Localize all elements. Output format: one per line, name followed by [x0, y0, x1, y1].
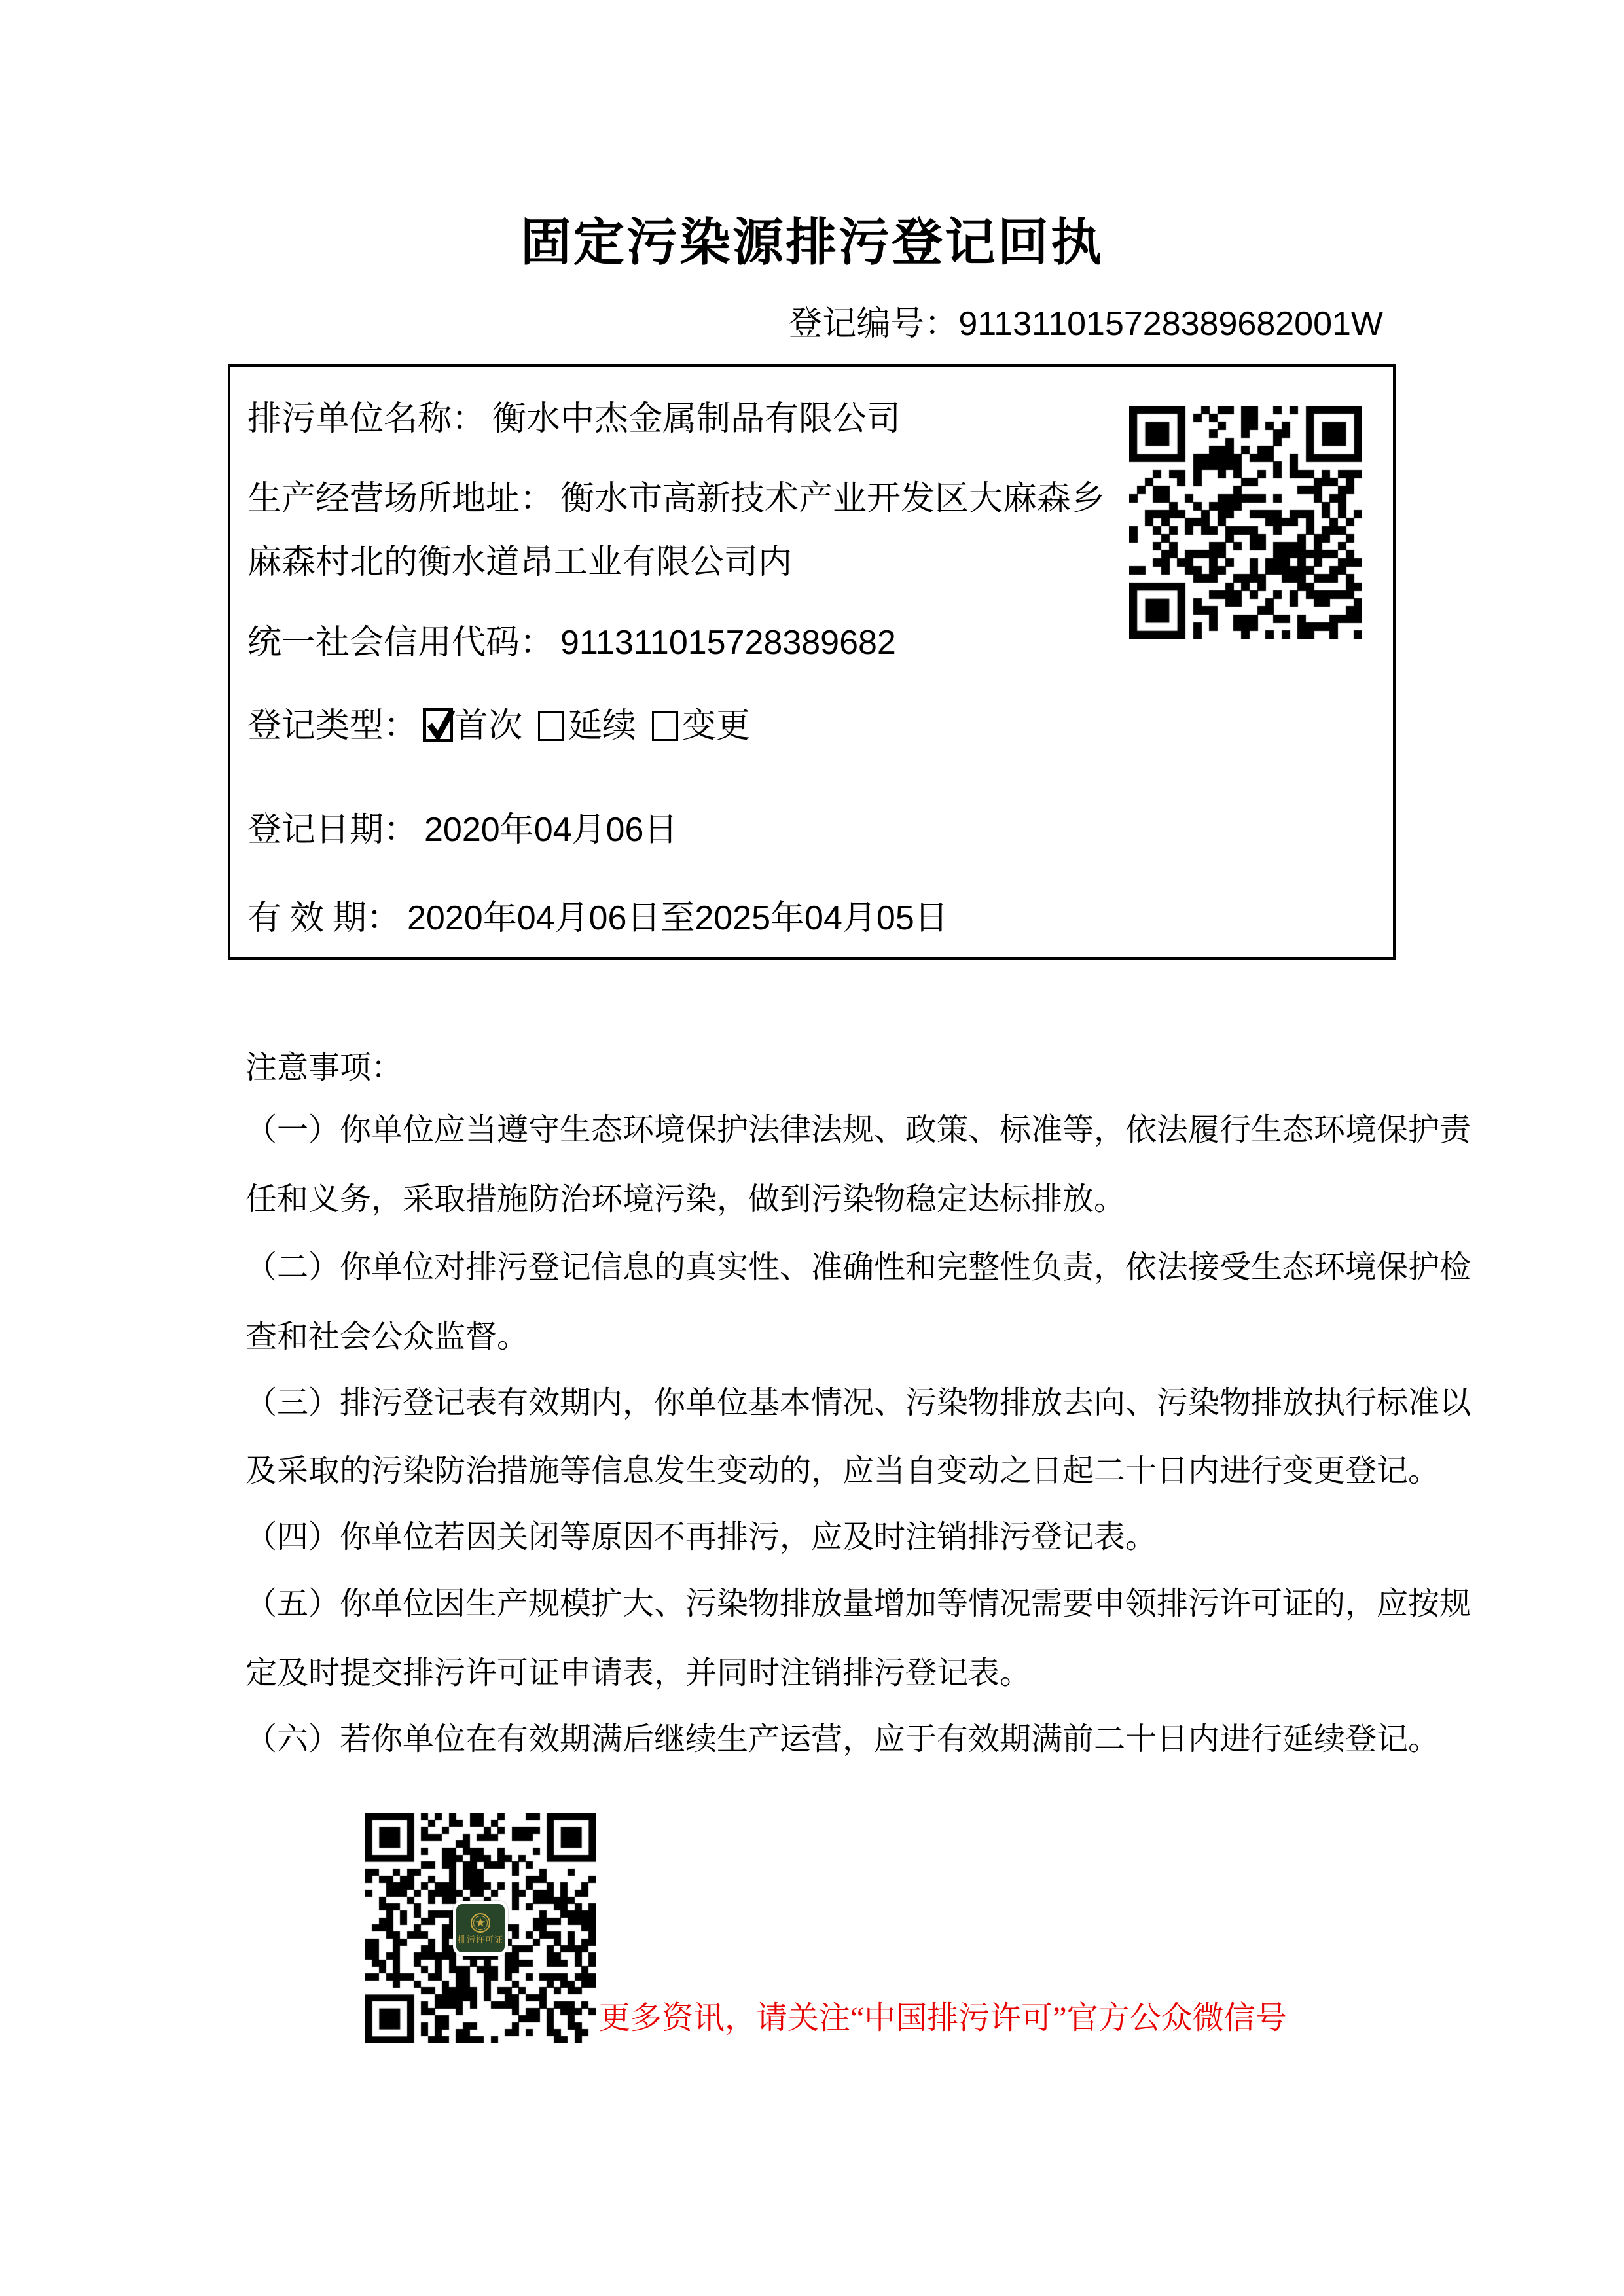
permit-logo-text: 排污许可证 — [457, 1935, 503, 1945]
option-renewal-label: 延续 — [568, 708, 637, 745]
field-label: 排污单位名称： — [247, 401, 486, 438]
field-credit-code — [247, 622, 896, 664]
notice-line: 任和义务，采取措施防治环境污染，做到污染物稳定达标排放。 — [245, 1182, 1126, 1217]
notice-line: （四）你单位若因关闭等原因不再排污，应及时注销排污登记表。 — [245, 1520, 1157, 1554]
notice-line: （五）你单位因生产规模扩大、污染物排放量增加等情况需要申领排污许可证的，应按规 — [245, 1587, 1471, 1621]
checkbox-renewal-unchecked — [538, 711, 564, 741]
notice-heading: 注意事项： — [245, 1050, 403, 1085]
option-first-label: 首次 — [454, 708, 523, 745]
field-value: 衡水市高新技术产业开发区大麻森乡 — [560, 480, 1106, 518]
notice-line: （六）若你单位在有效期满后继续生产运营，应于有效期满前二十日内进行延续登记。 — [245, 1722, 1440, 1757]
field-value: 911311015728389682 — [560, 624, 896, 662]
field-label: 有 效 期： — [247, 900, 401, 937]
national-emblem-icon — [470, 1912, 491, 1933]
checkbox-first-checked — [423, 708, 453, 742]
checkbox-change-unchecked — [652, 711, 678, 741]
field-label: 生产经营场所地址： — [247, 480, 554, 518]
notice-line: （一）你单位应当遵守生态环境保护法律法规、政策、标准等，依法履行生态环境保护责 — [245, 1113, 1471, 1147]
wechat-qr-code — [365, 1813, 596, 2043]
permit-logo — [453, 1901, 508, 1956]
field-site-address — [247, 479, 1105, 520]
notice-line: 及采取的污染防治措施等信息发生变动的，应当自变动之日起二十日内进行变更登记。 — [245, 1454, 1440, 1488]
field-value: 2020年04月06日至2025年04月05日 — [407, 899, 948, 937]
field-unit-name — [247, 399, 901, 440]
field-validity-period — [247, 898, 948, 939]
notice-line: （三）排污登记表有效期内，你单位基本情况、污染物排放去向、污染物排放执行标准以 — [245, 1386, 1471, 1420]
field-label: 登记类型： — [247, 708, 418, 745]
field-value: 麻森村北的衡水道昂工业有限公司内 — [247, 544, 793, 581]
registration-qr-code — [1129, 406, 1362, 639]
field-registration-date — [247, 810, 677, 851]
notice-line: 查和社会公众监督。 — [245, 1319, 529, 1354]
footer-note: 更多资讯，请关注“中国排污许可”官方公众微信号 — [599, 2001, 1287, 2036]
registration-number-line — [788, 296, 1383, 345]
registration-number-label: 登记编号： — [788, 306, 959, 343]
check-icon — [425, 709, 456, 745]
page-title: 固定污染源排污登记回执 — [520, 214, 1104, 271]
field-site-address-continued — [247, 543, 792, 583]
field-label: 统一社会信用代码： — [247, 624, 554, 662]
registration-number-value: 911311015728389682001W — [958, 305, 1383, 343]
option-change-label: 变更 — [682, 708, 751, 745]
notice-line: （二）你单位对排污登记信息的真实性、准确性和完整性负责，依法接受生态环境保护检 — [245, 1250, 1471, 1285]
field-value: 2020年04月06日 — [424, 811, 678, 849]
field-label: 登记日期： — [247, 812, 418, 849]
field-registration-type — [247, 706, 750, 747]
field-value: 衡水中杰金属制品有限公司 — [492, 401, 901, 438]
notice-line: 定及时提交排污许可证申请表，并同时注销排污登记表。 — [245, 1656, 1032, 1691]
